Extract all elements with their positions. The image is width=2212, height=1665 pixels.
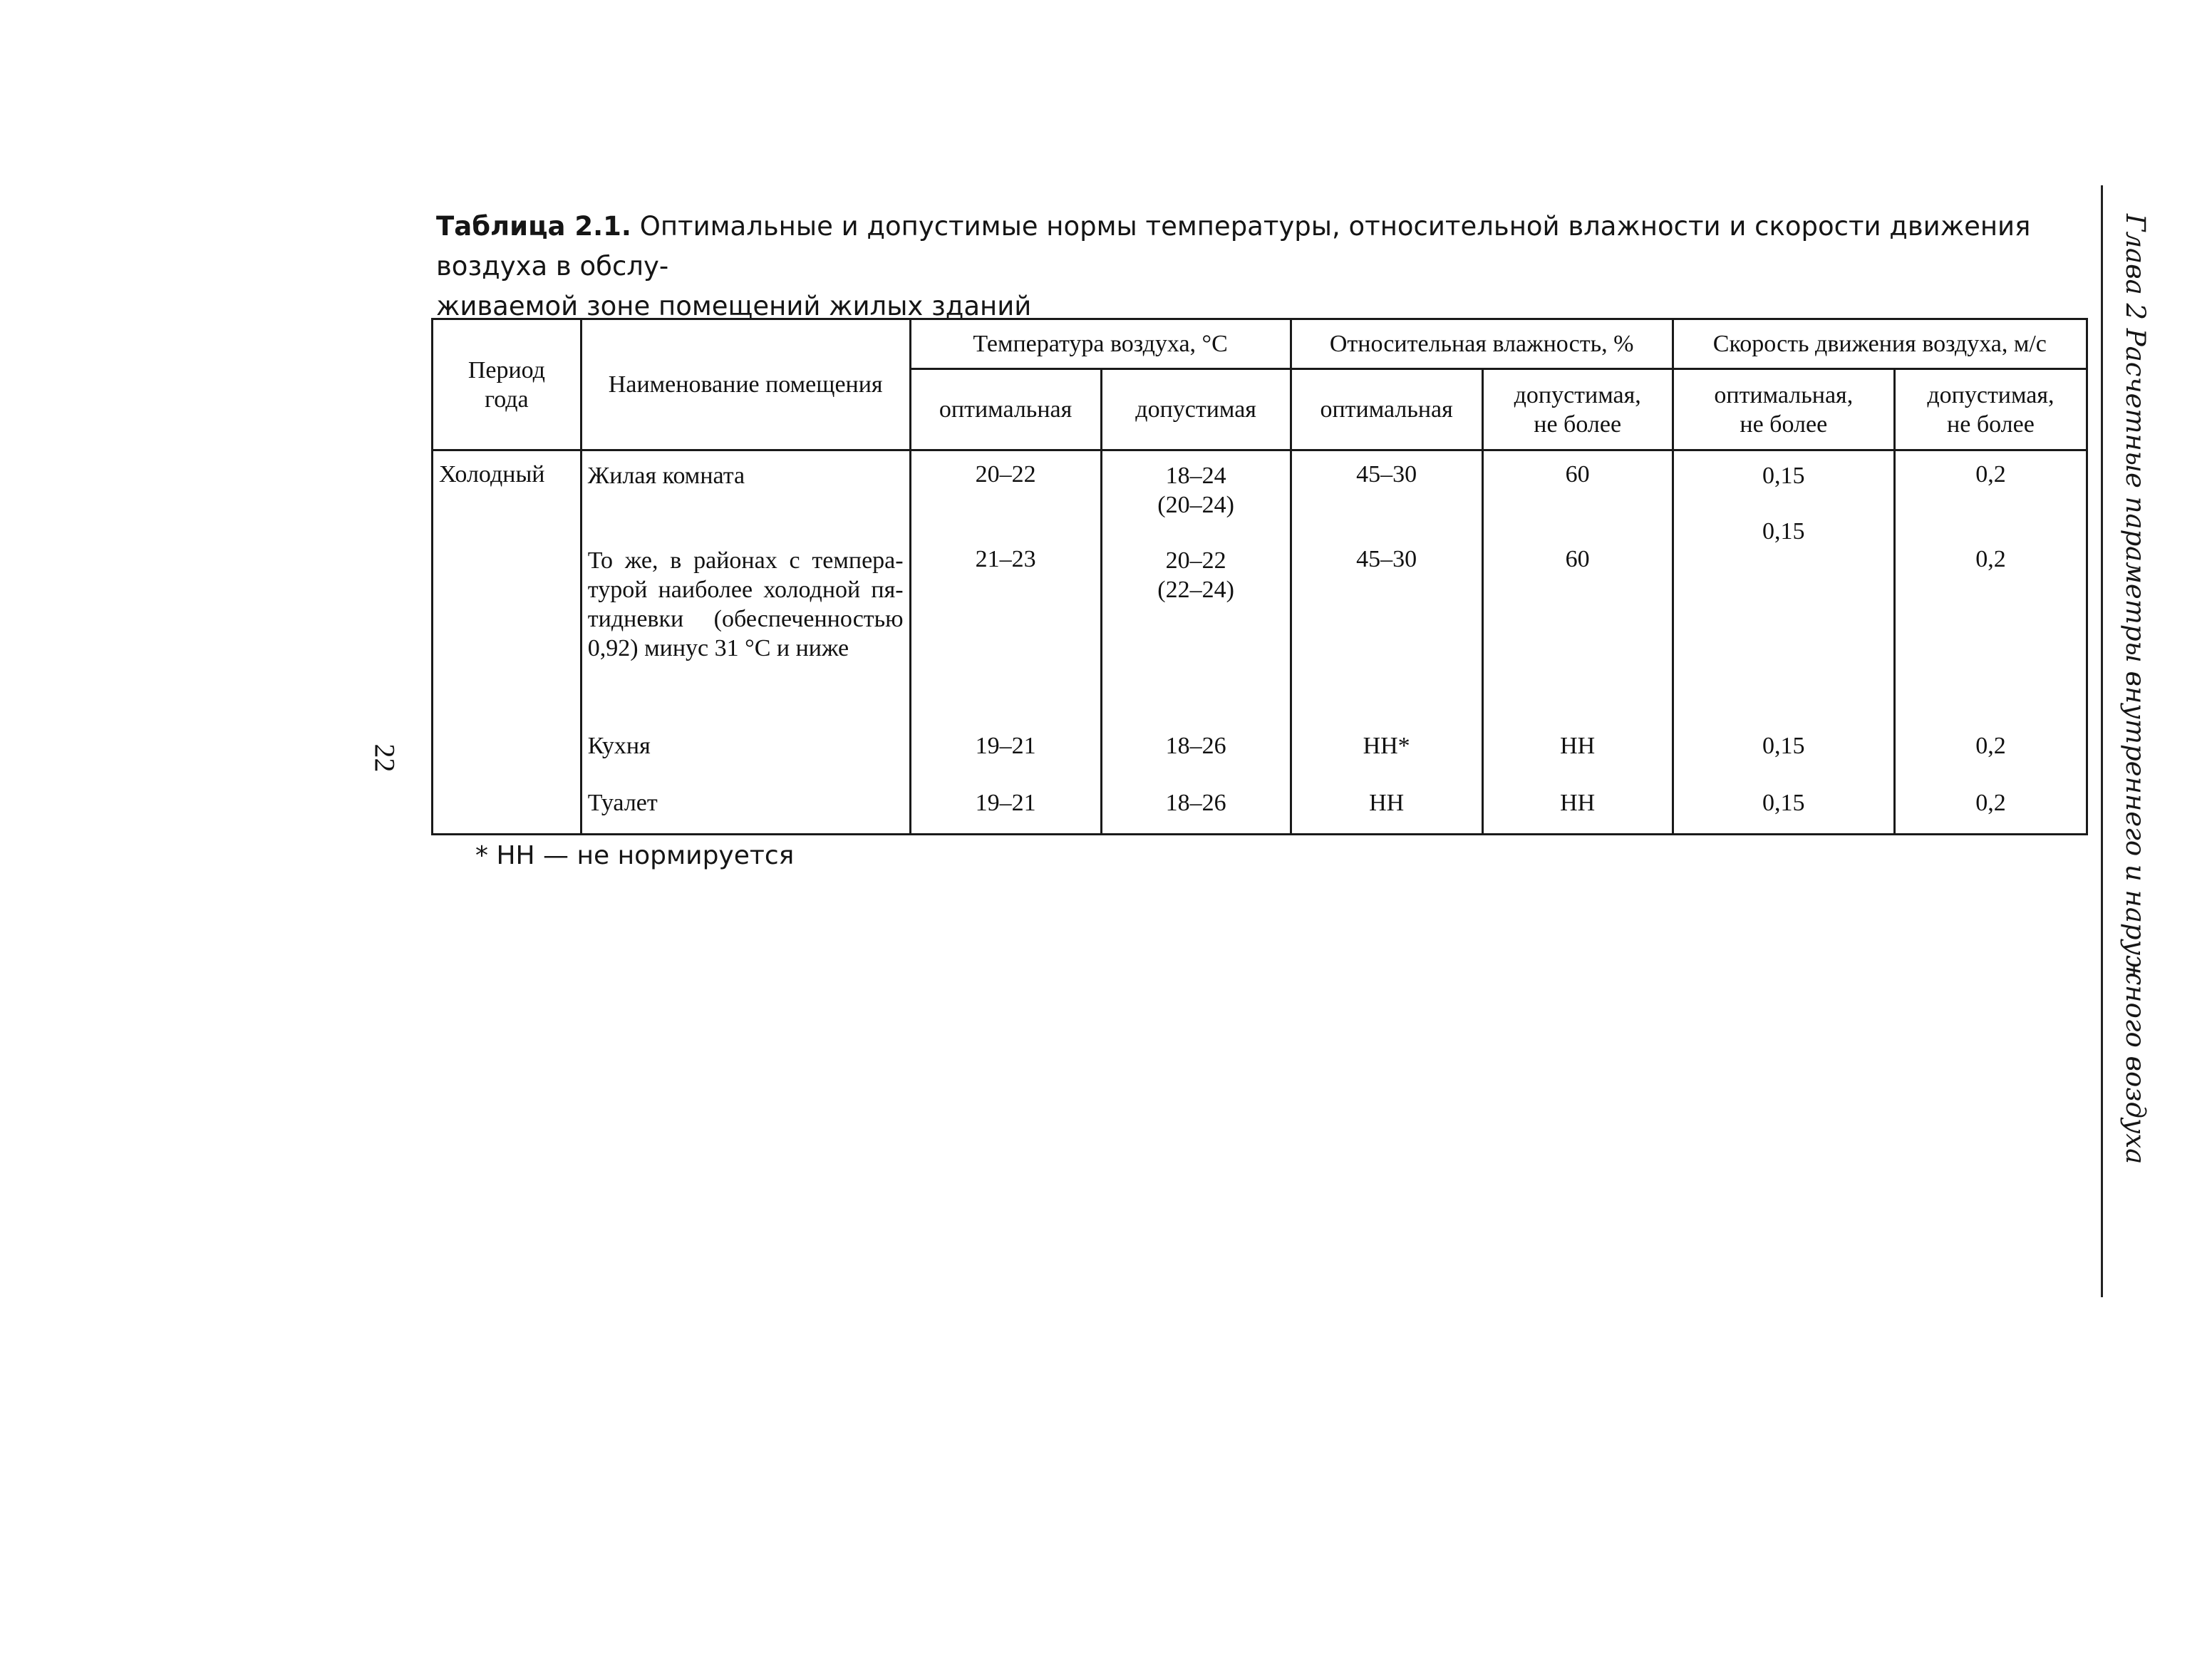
speed-optimal-cell: 0,15: [1673, 780, 1894, 834]
temp-optimal-cell: 21–23: [910, 546, 1101, 723]
header-temperature: Температура воздуха, °С: [910, 319, 1291, 369]
temp-allowed-cell: 20–22 (22–24): [1101, 546, 1291, 723]
room-cell: Жилая комната: [581, 450, 910, 547]
speed-allowed-cell: 0,2: [1894, 546, 2087, 723]
room-cell: Туалет: [581, 780, 910, 834]
speed-allowed-cell: 0,2: [1894, 780, 2087, 834]
header-humidity: Относительная влажность, %: [1291, 319, 1673, 369]
running-title: Глава 2 Расчетные параметры внутреннего и наружного воздуха: [2120, 214, 2151, 1165]
header-speed-optimal: оптимальная, не более: [1673, 369, 1894, 450]
table-row: [433, 780, 2087, 834]
temp-allowed-cell: 18–24 (20–24): [1101, 450, 1291, 547]
humidity-optimal-cell: НН*: [1291, 723, 1482, 780]
header-temp-allowed: допустимая: [1101, 369, 1291, 450]
room-cell: То же, в районах с темпера- турой наиболее холодной пя- тидневки (обеспеченностью 0,92) минус 31 °С и ниже: [581, 546, 910, 723]
norms-table: [431, 318, 2088, 835]
header-temp-optimal: оптимальная: [910, 369, 1101, 450]
speed-allowed-cell: 0,2: [1894, 723, 2087, 780]
margin-rule: [2101, 185, 2103, 1297]
temp-allowed-cell: 18–26: [1101, 780, 1291, 834]
humidity-optimal-cell: НН: [1291, 780, 1482, 834]
temp-allowed-cell: 18–26: [1101, 723, 1291, 780]
speed-allowed-cell: 0,2: [1894, 450, 2087, 547]
speed-optimal-cell: 0,15 0,15: [1673, 450, 1894, 547]
page-number: 22: [368, 743, 401, 773]
temp-optimal-cell: 20–22: [910, 450, 1101, 547]
temp-optimal-cell: 19–21: [910, 780, 1101, 834]
table-caption: [436, 207, 2091, 326]
header-row-1: [433, 319, 2087, 369]
norms-table-wrapper: [431, 318, 2088, 825]
temp-optimal-cell: 19–21: [910, 723, 1101, 780]
humidity-allowed-cell: НН: [1482, 723, 1673, 780]
header-room: Наименование помещения: [581, 319, 910, 450]
humidity-allowed-cell: 60: [1482, 450, 1673, 547]
humidity-allowed-cell: 60: [1482, 546, 1673, 723]
table-caption-line2: живаемой зоне помещений жилых зданий: [436, 291, 1032, 321]
table-row: [433, 546, 2087, 723]
table-caption-label: Таблица 2.1.: [436, 211, 631, 242]
table-caption-line1: Оптимальные и допустимые нормы температуры, относительной влажности и скорости движения воздуха в обслу-: [436, 211, 2031, 282]
speed-optimal-cell: [1673, 546, 1894, 723]
footnote: * НН — не нормируется: [475, 841, 795, 870]
humidity-optimal-cell: 45–30: [1291, 450, 1482, 547]
humidity-allowed-cell: НН: [1482, 780, 1673, 834]
table-row: [433, 723, 2087, 780]
header-speed-allowed: допустимая, не более: [1894, 369, 2087, 450]
period-cell: Холодный: [433, 450, 582, 835]
humidity-optimal-cell: 45–30: [1291, 546, 1482, 723]
speed-optimal-cell: 0,15: [1673, 723, 1894, 780]
header-humidity-allowed: допустимая, не более: [1482, 369, 1673, 450]
table-row: [433, 450, 2087, 547]
header-air-speed: Скорость движения воздуха, м/с: [1673, 319, 2087, 369]
header-humidity-optimal: оптимальная: [1291, 369, 1482, 450]
room-cell: Кухня: [581, 723, 910, 780]
header-period: Период года: [433, 319, 582, 450]
